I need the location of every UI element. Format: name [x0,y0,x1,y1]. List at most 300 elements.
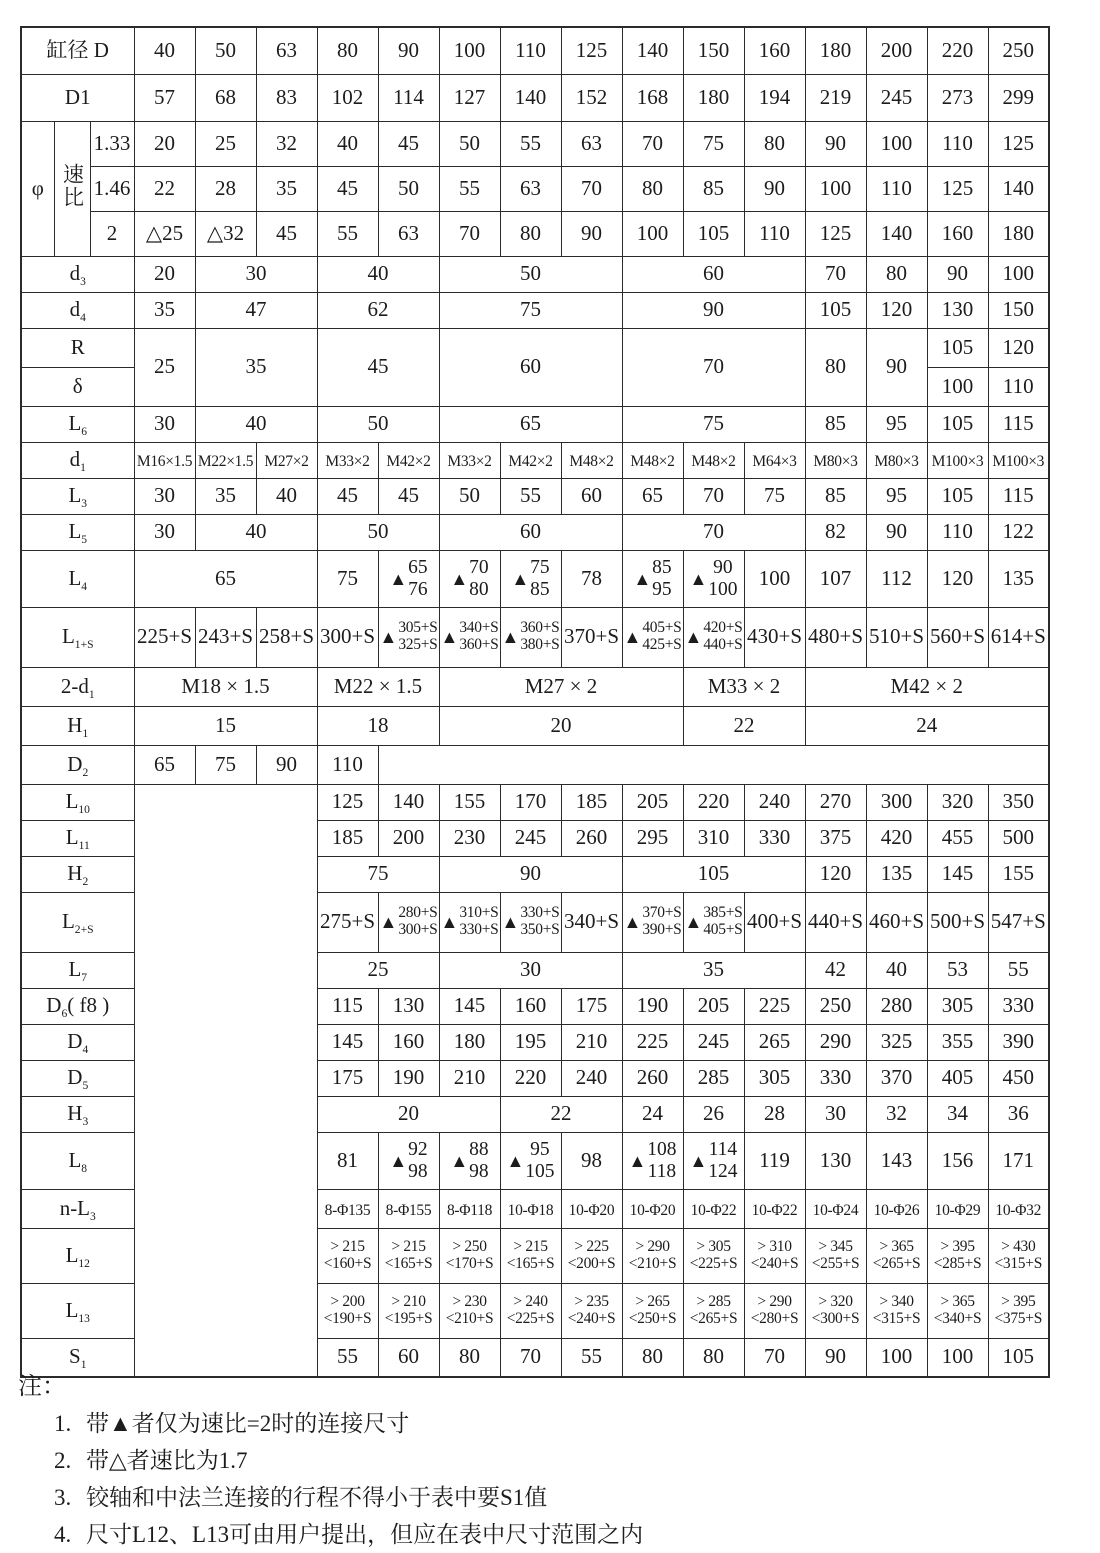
filled-triangle-icon: ▲ [689,1150,708,1171]
table-cell: 140 [866,211,927,256]
table-cell: 480+S [805,607,866,667]
table-cell: 70 [683,478,744,514]
filled-triangle-icon: ▲ [440,627,459,647]
table-cell: 180 [805,27,866,74]
table-cell: 420 [866,820,927,856]
table-cell: ▲ 420+S 440+S [683,607,744,667]
table-cell: 240 [561,1060,622,1096]
table-cell: 460+S [866,892,927,952]
table-cell: 28 [195,166,256,211]
table-row [21,406,1049,442]
table-cell: 90 [744,166,805,211]
table-row [21,745,1049,784]
table-cell: 70 [622,121,683,166]
table-cell: > 215 <165+S [500,1228,561,1283]
table-cell: > 290 <280+S [744,1283,805,1338]
filled-triangle-icon: ▲ [379,627,398,647]
table-cell: M80×3 [805,442,866,478]
table-cell: 140 [622,27,683,74]
table-cell: 63 [561,121,622,166]
table-cell: 63 [378,211,439,256]
table-cell: 85 [683,166,744,211]
table-cell: 80 [622,166,683,211]
table-cell: ▲ 92 98 [378,1132,439,1189]
table-cell: 195 [500,1024,561,1060]
table-cell: 100 [988,256,1049,292]
row-label: $L_{1+S}$ [21,607,134,667]
table-cell: 320 [927,784,988,820]
table-row [21,74,1049,121]
table-cell: 47 [195,292,317,328]
table-cell: 220 [683,784,744,820]
table-cell [134,784,317,1377]
notes-section [18,1366,1018,1553]
table-cell: > 230 <210+S [439,1283,500,1338]
table-cell: 210 [439,1060,500,1096]
table-cell: 450 [988,1060,1049,1096]
table-cell: 45 [378,121,439,166]
table-cell: 75 [195,745,256,784]
table-cell: 90 [805,1338,866,1377]
table-cell: 70 [805,256,866,292]
table-cell: 110 [927,514,988,550]
table-cell: 45 [256,211,317,256]
table-cell: 168 [622,74,683,121]
table-cell: ▲ 108 118 [622,1132,683,1189]
table-cell: 70 [622,328,805,406]
table-cell: > 310 <240+S [744,1228,805,1283]
table-cell: 112 [866,550,927,607]
table-cell: 8-Φ155 [378,1189,439,1228]
table-cell: 185 [561,784,622,820]
table-cell: 143 [866,1132,927,1189]
filled-triangle-icon: ▲ [501,627,520,647]
row-label: δ [21,367,134,406]
row-label: $L_4$ [21,550,134,607]
table-cell: 24 [622,1096,683,1132]
table-cell: 125 [317,784,378,820]
table-cell: 20 [134,256,195,292]
table-cell: 50 [439,256,622,292]
table-cell: 330 [988,988,1049,1024]
table-row [21,292,1049,328]
filled-triangle-icon: ▲ [684,912,703,932]
table-cell: > 305 <225+S [683,1228,744,1283]
row-label: $L_6$ [21,406,134,442]
table-cell: 122 [988,514,1049,550]
table-cell: 220 [500,1060,561,1096]
table-cell: 299 [988,74,1049,121]
table-cell: 40 [317,121,378,166]
table-cell: M48×2 [561,442,622,478]
table-cell: 35 [195,328,317,406]
table-cell: 194 [744,74,805,121]
notes-list [18,1405,1018,1549]
table-cell: 160 [927,211,988,256]
table-cell: 45 [317,166,378,211]
table-row [21,478,1049,514]
table-cell: 100 [927,1338,988,1377]
table-cell: ▲ 75 85 [500,550,561,607]
table-cell: 350 [988,784,1049,820]
table-cell: ▲ 85 95 [622,550,683,607]
table-cell: 45 [378,478,439,514]
table-cell: 614+S [988,607,1049,667]
table-cell: ▲ 70 80 [439,550,500,607]
table-cell: 115 [988,478,1049,514]
table-cell: 160 [744,27,805,74]
table-cell: 28 [744,1096,805,1132]
table-cell: 330 [805,1060,866,1096]
note-text: 带△者速比为1.7 [86,1448,248,1473]
table-cell: 55 [317,1338,378,1377]
table-cell: 110 [988,367,1049,406]
table-cell: ▲ 385+S 405+S [683,892,744,952]
table-cell: 70 [500,1338,561,1377]
table-cell: > 225 <200+S [561,1228,622,1283]
table-cell: > 320 <300+S [805,1283,866,1338]
table-cell: 115 [317,988,378,1024]
table-cell: 114 [378,74,439,121]
note-text: 尺寸L12、L13可由用户提出，但应在表中尺寸范围之内 [86,1522,644,1547]
table-cell: 70 [622,514,805,550]
filled-triangle-icon: ▲ [511,568,530,589]
table-cell: ▲ 330+S 350+S [500,892,561,952]
filled-triangle-icon: ▲ [440,912,459,932]
row-label: $L_{13}$ [21,1283,134,1338]
table-cell: 40 [866,952,927,988]
table-row [21,706,1049,745]
row-label: $2-d_1$ [21,667,134,706]
table-row [21,442,1049,478]
table-row [21,256,1049,292]
table-cell: 200 [378,820,439,856]
table-cell: 405 [927,1060,988,1096]
table-cell: 430+S [744,607,805,667]
table-cell: M18 × 1.5 [134,667,317,706]
table-cell: 15 [134,706,317,745]
table-cell: 63 [500,166,561,211]
table-cell: 305 [927,988,988,1024]
table-cell: 40 [195,406,317,442]
row-label: $d_3$ [21,256,134,292]
notes-title: 注： [18,1374,66,1400]
row-label: $d_1$ [21,442,134,478]
table-cell: 125 [561,27,622,74]
note-item [54,1479,1018,1512]
table-cell: M100×3 [927,442,988,478]
row-label: $D_2$ [21,745,134,784]
table-cell: 85 [805,406,866,442]
table-cell: 110 [866,166,927,211]
table-cell: ▲ 370+S 390+S [622,892,683,952]
note-item [54,1442,1018,1475]
table-cell: > 200 <190+S [317,1283,378,1338]
table-cell: 310 [683,820,744,856]
table-cell: 107 [805,550,866,607]
table-cell: 30 [805,1096,866,1132]
row-label: $D_5$ [21,1060,134,1096]
table-row [21,550,1049,607]
table-cell: 18 [317,706,439,745]
row-label: $D_4$ [21,1024,134,1060]
table-cell: 245 [683,1024,744,1060]
table-cell: 53 [927,952,988,988]
table-cell: 400+S [744,892,805,952]
table-cell: 127 [439,74,500,121]
table-row [21,784,1049,820]
table-cell: 250 [805,988,866,1024]
table-cell: 125 [805,211,866,256]
table-cell [378,745,1049,784]
table-cell: 155 [439,784,500,820]
table-cell: 82 [805,514,866,550]
row-label: 1.46 [90,166,134,211]
row-label: $L_{12}$ [21,1228,134,1283]
table-cell: 80 [866,256,927,292]
filled-triangle-icon: ▲ [623,627,642,647]
table-cell: 98 [561,1132,622,1189]
table-cell: 220 [927,27,988,74]
table-cell: ▲ 280+S 300+S [378,892,439,952]
table-cell: M64×3 [744,442,805,478]
table-cell: 85 [805,478,866,514]
table-cell: > 240 <225+S [500,1283,561,1338]
row-label: $D_6$( f8 ) [21,988,134,1024]
table-cell: 55 [500,121,561,166]
table-cell: 135 [988,550,1049,607]
filled-triangle-icon: ▲ [379,912,398,932]
table-cell: 65 [134,550,317,607]
table-cell: 30 [439,952,622,988]
table-cell: > 340 <315+S [866,1283,927,1338]
table-cell: 547+S [988,892,1049,952]
table-cell: 115 [988,406,1049,442]
table-cell: 24 [805,706,1049,745]
table-cell: 50 [378,166,439,211]
table-cell: 105 [683,211,744,256]
table-row [21,514,1049,550]
row-label: 1.33 [90,121,134,166]
table-cell: 75 [317,550,378,607]
table-cell: 160 [500,988,561,1024]
table-cell: 295 [622,820,683,856]
table-cell: △32 [195,211,256,256]
table-cell: 20 [317,1096,500,1132]
table-cell: 50 [439,121,500,166]
table-row [21,166,1049,211]
table-cell: 95 [866,478,927,514]
table-cell: 100 [805,166,866,211]
filled-triangle-icon: ▲ [623,912,642,932]
table-cell: 560+S [927,607,988,667]
table-cell: 390 [988,1024,1049,1060]
table-cell: 55 [439,166,500,211]
table-row [21,121,1049,166]
table-cell: > 290 <210+S [622,1228,683,1283]
table-cell: 100 [622,211,683,256]
table-cell: 243+S [195,607,256,667]
table-cell: > 285 <265+S [683,1283,744,1338]
table-cell: 45 [317,478,378,514]
table-cell: 110 [317,745,378,784]
table-cell: 140 [500,74,561,121]
table-cell: 270 [805,784,866,820]
filled-triangle-icon: ▲ [684,627,703,647]
table-cell: 10-Φ20 [561,1189,622,1228]
table-cell: 285 [683,1060,744,1096]
table-cell: 155 [988,856,1049,892]
table-cell: 10-Φ18 [500,1189,561,1228]
row-label: $S_1$ [21,1338,134,1377]
row-label: $n-L_3$ [21,1189,134,1228]
table-cell: 105 [622,856,805,892]
table-cell: 55 [988,952,1049,988]
table-cell: 60 [561,478,622,514]
filled-triangle-icon: ▲ [628,1150,647,1171]
row-label: $L_8$ [21,1132,134,1189]
note-item [54,1516,1018,1549]
table-cell: 80 [317,27,378,74]
table-cell: 90 [866,514,927,550]
table-cell: 26 [683,1096,744,1132]
table-cell: 100 [866,121,927,166]
table-row [21,27,1049,74]
table-cell: ▲ 360+S 380+S [500,607,561,667]
table-cell: 265 [744,1024,805,1060]
table-cell: 100 [927,367,988,406]
table-cell: 10-Φ26 [866,1189,927,1228]
table-cell: 75 [317,856,439,892]
table-cell: 55 [561,1338,622,1377]
table-cell: 120 [927,550,988,607]
table-cell: 130 [805,1132,866,1189]
table-cell: 40 [317,256,439,292]
table-cell: 120 [805,856,866,892]
table-cell: 30 [134,406,195,442]
table-cell: 30 [195,256,317,292]
note-number: 3. [54,1485,72,1510]
table-cell: > 365 <340+S [927,1283,988,1338]
table-cell: > 265 <250+S [622,1283,683,1338]
cylinder-dimension-table [20,26,1050,1378]
table-cell: 145 [439,988,500,1024]
table-cell: 105 [927,478,988,514]
table-cell: > 215 <160+S [317,1228,378,1283]
table-cell: 80 [744,121,805,166]
table-cell: 60 [622,256,805,292]
table-cell: > 215 <165+S [378,1228,439,1283]
table-cell: 171 [988,1132,1049,1189]
table-cell: 70 [561,166,622,211]
table-cell: M33×2 [317,442,378,478]
table-cell: 105 [988,1338,1049,1377]
table-cell: 190 [622,988,683,1024]
row-label: $H_2$ [21,856,134,892]
table-cell: 35 [622,952,805,988]
table-cell: 130 [378,988,439,1024]
row-label: 速比 [54,121,90,256]
table-cell: 370+S [561,607,622,667]
row-label: $L_{2+S}$ [21,892,134,952]
table-cell: M33 × 2 [683,667,805,706]
table-cell: 60 [439,514,622,550]
table-cell: 290 [805,1024,866,1060]
filled-triangle-icon: ▲ [389,568,408,589]
row-label: φ [21,121,54,256]
table-cell: 260 [561,820,622,856]
table-cell: 90 [622,292,805,328]
table-cell: 160 [378,1024,439,1060]
table-cell: 120 [988,328,1049,367]
table-cell: ▲ 88 98 [439,1132,500,1189]
table-cell: 100 [866,1338,927,1377]
table-cell: 40 [256,478,317,514]
table-cell: 225 [744,988,805,1024]
table-row [21,667,1049,706]
row-label: $H_1$ [21,706,134,745]
row-label: $L_7$ [21,952,134,988]
table-cell: 260 [622,1060,683,1096]
table-cell: 10-Φ22 [683,1189,744,1228]
table-cell: ▲ 65 76 [378,550,439,607]
table-cell: 63 [256,27,317,74]
table-row [21,211,1049,256]
table-cell: 60 [378,1338,439,1377]
table-cell: > 430 <315+S [988,1228,1049,1283]
note-number: 2. [54,1448,72,1473]
table-cell: M100×3 [988,442,1049,478]
table-cell: M42×2 [378,442,439,478]
table-cell: M80×3 [866,442,927,478]
table-cell: 190 [378,1060,439,1096]
table-cell: 80 [683,1338,744,1377]
table-cell: 300 [866,784,927,820]
table-cell: 22 [134,166,195,211]
table-cell: 200 [866,27,927,74]
row-label: $d_4$ [21,292,134,328]
table-cell: 110 [744,211,805,256]
table-cell: 32 [866,1096,927,1132]
table-cell: 75 [439,292,622,328]
table-cell: > 395 <285+S [927,1228,988,1283]
table-row [21,328,1049,367]
table-cell: 219 [805,74,866,121]
table-cell: M22×1.5 [195,442,256,478]
table-cell: 245 [866,74,927,121]
note-number: 4. [54,1522,72,1547]
table-cell: 55 [317,211,378,256]
table-cell: 80 [439,1338,500,1377]
table-cell: 8-Φ118 [439,1189,500,1228]
note-number: 1. [54,1411,72,1436]
table-cell: 80 [805,328,866,406]
table-cell: ▲ 114 124 [683,1132,744,1189]
table-cell: 175 [317,1060,378,1096]
note-text: 铰轴和中法兰连接的行程不得小于表中要S1值 [86,1485,548,1510]
table-cell: 95 [866,406,927,442]
table-cell: ▲ 310+S 330+S [439,892,500,952]
filled-triangle-icon: ▲ [450,1150,469,1171]
table-cell: 75 [683,121,744,166]
table-cell: 440+S [805,892,866,952]
table-cell: 45 [317,328,439,406]
table-cell: 35 [256,166,317,211]
table-cell: 135 [866,856,927,892]
table-cell: M42 × 2 [805,667,1049,706]
table-cell: 180 [683,74,744,121]
table-cell: 275+S [317,892,378,952]
